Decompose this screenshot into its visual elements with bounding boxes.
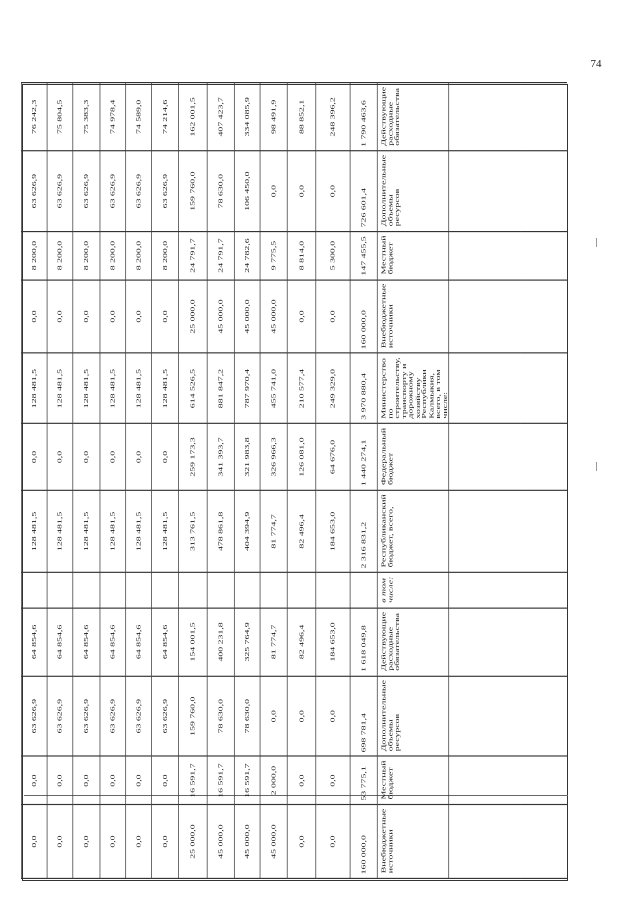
- value-cell: 0,0: [21, 280, 47, 354]
- value-cell: 128 481,5: [100, 490, 126, 572]
- table-row: [151, 83, 178, 879]
- empty-cell: [449, 676, 520, 757]
- value-cell: 0,0: [316, 756, 350, 804]
- value-cell: 0,0: [287, 756, 316, 804]
- value-cell: 25 000,0: [179, 805, 208, 879]
- value-cell: [47, 573, 73, 608]
- row-label-cell: Местный бюджет: [377, 756, 449, 804]
- value-cell: 64 854,6: [100, 608, 126, 676]
- value-cell: 0,0: [21, 756, 47, 804]
- value-cell: 5 300,0: [316, 231, 350, 279]
- value-cell: 154 001,5: [179, 608, 208, 676]
- table-row: [73, 83, 100, 879]
- value-cell: [100, 573, 126, 608]
- value-cell: 0,0: [100, 280, 126, 354]
- total-cell: 3 970 880,4: [350, 353, 377, 423]
- value-cell: 9 775,5: [260, 231, 287, 279]
- value-cell: 75 383,3: [73, 83, 100, 151]
- value-cell: 0,0: [316, 151, 350, 232]
- value-cell: 0,0: [316, 676, 350, 757]
- page-number: 74: [590, 58, 602, 70]
- value-cell: 75 804,5: [47, 83, 73, 151]
- value-cell: 0,0: [126, 424, 152, 490]
- total-cell: 1 618 049,8: [350, 608, 377, 676]
- value-cell: 0,0: [21, 805, 47, 879]
- empty-cell: [449, 490, 520, 572]
- value-cell: [260, 573, 287, 608]
- value-cell: 249 329,0: [316, 353, 350, 423]
- value-cell: [151, 573, 178, 608]
- value-cell: 8 200,0: [126, 231, 152, 279]
- empty-cell: [520, 151, 566, 232]
- value-cell: 400 231,8: [207, 608, 234, 676]
- value-cell: 63 626,9: [151, 151, 178, 232]
- value-cell: 0,0: [47, 280, 73, 354]
- value-cell: 0,0: [47, 424, 73, 490]
- value-cell: 159 760,0: [179, 151, 208, 232]
- value-cell: 45 000,0: [260, 805, 287, 879]
- empty-cell: [449, 573, 520, 608]
- value-cell: 128 481,5: [73, 490, 100, 572]
- value-cell: [126, 573, 152, 608]
- value-cell: 25 000,0: [179, 280, 208, 354]
- value-cell: 478 861,8: [207, 490, 234, 572]
- row-label-cell: Федеральный бюджет: [377, 424, 449, 490]
- table-row: [260, 83, 287, 879]
- value-cell: 0,0: [316, 280, 350, 354]
- value-cell: 24 791,7: [179, 231, 208, 279]
- total-cell: 147 455,5: [350, 231, 377, 279]
- total-cell: 160 000,0: [350, 805, 377, 879]
- empty-cell: [520, 490, 566, 572]
- row-label-cell: Республиканский бюджет, всего,: [377, 490, 449, 572]
- value-cell: 63 626,9: [47, 151, 73, 232]
- value-cell: 162 001,5: [179, 83, 208, 151]
- value-cell: 259 173,3: [179, 424, 208, 490]
- value-cell: 184 653,0: [316, 608, 350, 676]
- value-cell: 128 481,5: [151, 353, 178, 423]
- table-row: [234, 83, 260, 879]
- empty-cell: [449, 424, 520, 490]
- value-cell: 24 791,7: [207, 231, 234, 279]
- value-cell: 0,0: [47, 756, 73, 804]
- value-cell: 8 200,0: [73, 231, 100, 279]
- row-label-cell: Дополнительные объемы ресурсов: [377, 151, 449, 232]
- value-cell: 0,0: [100, 805, 126, 879]
- row-label-cell: Действующие расходные обязательства: [377, 83, 449, 151]
- value-cell: 0,0: [73, 805, 100, 879]
- value-cell: 74 214,6: [151, 83, 178, 151]
- value-cell: 0,0: [73, 756, 100, 804]
- value-cell: 128 481,5: [126, 353, 152, 423]
- value-cell: 404 394,9: [234, 490, 260, 572]
- value-cell: [207, 573, 234, 608]
- value-cell: 98 491,9: [260, 83, 287, 151]
- row-label-cell: Дополнительные объемы ресурсов: [377, 676, 449, 757]
- value-cell: 8 200,0: [47, 231, 73, 279]
- value-cell: 0,0: [151, 424, 178, 490]
- value-cell: 64 854,6: [151, 608, 178, 676]
- value-cell: 614 526,5: [179, 353, 208, 423]
- table-row: [21, 83, 47, 879]
- value-cell: 82 496,4: [287, 490, 316, 572]
- empty-cell: [520, 231, 566, 279]
- value-cell: 8 200,0: [100, 231, 126, 279]
- value-cell: 407 423,7: [207, 83, 234, 151]
- empty-cell: [449, 151, 520, 232]
- value-cell: 63 626,9: [100, 151, 126, 232]
- value-cell: 128 481,5: [47, 490, 73, 572]
- empty-cell: [520, 676, 566, 757]
- value-cell: 128 481,5: [21, 490, 47, 572]
- value-cell: 0,0: [126, 280, 152, 354]
- total-cell: 53 775,1: [350, 756, 377, 804]
- value-cell: 8 814,0: [287, 231, 316, 279]
- value-cell: 128 481,5: [100, 353, 126, 423]
- table-row: [377, 83, 449, 879]
- value-cell: 0,0: [151, 756, 178, 804]
- value-cell: 64 854,6: [21, 608, 47, 676]
- table-row: [126, 83, 152, 879]
- total-cell: [350, 573, 377, 608]
- value-cell: 63 626,9: [126, 151, 152, 232]
- table-row: [520, 83, 566, 879]
- table-row: [100, 83, 126, 879]
- value-cell: 16 591,7: [207, 756, 234, 804]
- empty-cell: [449, 231, 520, 279]
- value-cell: 787 970,4: [234, 353, 260, 423]
- value-cell: 128 481,5: [73, 353, 100, 423]
- value-cell: 0,0: [287, 280, 316, 354]
- value-cell: 16 591,7: [234, 756, 260, 804]
- value-cell: 45 000,0: [207, 280, 234, 354]
- value-cell: 45 000,0: [207, 805, 234, 879]
- empty-cell: [520, 280, 566, 354]
- value-cell: 63 626,9: [126, 676, 152, 757]
- value-cell: 128 481,5: [47, 353, 73, 423]
- table-row: [350, 83, 377, 879]
- value-cell: 0,0: [126, 805, 152, 879]
- value-cell: 78 630,0: [234, 676, 260, 757]
- empty-cell: [520, 756, 566, 804]
- value-cell: 0,0: [260, 151, 287, 232]
- value-cell: 76 242,3: [21, 83, 47, 151]
- value-cell: 45 000,0: [260, 280, 287, 354]
- value-cell: 159 760,0: [179, 676, 208, 757]
- value-cell: 64 854,6: [73, 608, 100, 676]
- total-cell: 698 781,4: [350, 676, 377, 757]
- row-label-cell: Министерство по строительству, транспорту и дорожному хозяйству Республики Калмыкия, всего, в том числе:: [377, 353, 449, 423]
- value-cell: 325 764,9: [234, 608, 260, 676]
- value-cell: 8 200,0: [151, 231, 178, 279]
- row-label-cell: Внебюджетные источники: [377, 280, 449, 354]
- total-cell: 160 000,0: [350, 280, 377, 354]
- value-cell: 0,0: [21, 424, 47, 490]
- empty-cell: [520, 608, 566, 676]
- value-cell: 45 000,0: [234, 280, 260, 354]
- total-cell: 726 601,4: [350, 151, 377, 232]
- value-cell: 313 761,5: [179, 490, 208, 572]
- value-cell: 64 676,0: [316, 424, 350, 490]
- value-cell: [316, 573, 350, 608]
- value-cell: 45 000,0: [234, 805, 260, 879]
- value-cell: 334 085,9: [234, 83, 260, 151]
- table-row: [179, 83, 208, 879]
- value-cell: 341 393,7: [207, 424, 234, 490]
- row-label-cell: Внебюджетные источники: [377, 805, 449, 879]
- table-row: [207, 83, 234, 879]
- row-label-cell: Местный бюджет: [377, 231, 449, 279]
- value-cell: 0,0: [100, 424, 126, 490]
- value-cell: [73, 573, 100, 608]
- value-cell: 321 983,8: [234, 424, 260, 490]
- value-cell: 88 852,1: [287, 83, 316, 151]
- budget-table: [21, 82, 567, 879]
- value-cell: 881 847,2: [207, 353, 234, 423]
- value-cell: 0,0: [47, 805, 73, 879]
- value-cell: 248 396,2: [316, 83, 350, 151]
- row-label-cell: в том числе:: [377, 573, 449, 608]
- row-label-cell: Действующие расходные обязательства: [377, 608, 449, 676]
- table-row: [47, 83, 73, 879]
- value-cell: 63 626,9: [21, 151, 47, 232]
- value-cell: 128 481,5: [151, 490, 178, 572]
- value-cell: 24 782,6: [234, 231, 260, 279]
- value-cell: [234, 573, 260, 608]
- value-cell: 0,0: [316, 805, 350, 879]
- table-row: [449, 83, 520, 879]
- value-cell: 0,0: [260, 676, 287, 757]
- value-cell: 63 626,9: [47, 676, 73, 757]
- value-cell: 78 630,0: [207, 676, 234, 757]
- total-cell: 1 440 274,1: [350, 424, 377, 490]
- value-cell: 2 000,0: [260, 756, 287, 804]
- value-cell: 63 626,9: [73, 151, 100, 232]
- total-cell: 1 790 463,6: [350, 83, 377, 151]
- value-cell: 63 626,9: [151, 676, 178, 757]
- value-cell: 63 626,9: [73, 676, 100, 757]
- value-cell: 0,0: [100, 756, 126, 804]
- value-cell: 64 854,6: [47, 608, 73, 676]
- value-cell: 16 591,7: [179, 756, 208, 804]
- value-cell: 0,0: [151, 805, 178, 879]
- value-cell: 0,0: [73, 424, 100, 490]
- value-cell: [179, 573, 208, 608]
- value-cell: 81 774,7: [260, 490, 287, 572]
- value-cell: 126 081,0: [287, 424, 316, 490]
- value-cell: 74 978,4: [100, 83, 126, 151]
- value-cell: 455 741,0: [260, 353, 287, 423]
- value-cell: 128 481,5: [21, 353, 47, 423]
- empty-cell: [449, 353, 520, 423]
- table-row: [316, 83, 350, 879]
- value-cell: 0,0: [287, 676, 316, 757]
- value-cell: 81 774,7: [260, 608, 287, 676]
- value-cell: 326 966,3: [260, 424, 287, 490]
- value-cell: 74 589,0: [126, 83, 152, 151]
- value-cell: 63 626,9: [100, 676, 126, 757]
- total-cell: 2 316 831,2: [350, 490, 377, 572]
- empty-cell: [520, 424, 566, 490]
- budget-table-region: [21, 82, 567, 879]
- scan-mark: [596, 238, 597, 247]
- empty-cell: [449, 805, 520, 879]
- empty-cell: [449, 756, 520, 804]
- value-cell: 63 626,9: [21, 676, 47, 757]
- value-cell: 184 653,0: [316, 490, 350, 572]
- value-cell: 210 577,4: [287, 353, 316, 423]
- value-cell: 64 854,6: [126, 608, 152, 676]
- value-cell: [21, 573, 47, 608]
- empty-cell: [520, 83, 566, 151]
- table-row: [287, 83, 316, 879]
- scan-mark: [596, 462, 597, 471]
- value-cell: 82 496,4: [287, 608, 316, 676]
- value-cell: 0,0: [287, 151, 316, 232]
- value-cell: 106 450,0: [234, 151, 260, 232]
- value-cell: 78 630,0: [207, 151, 234, 232]
- empty-cell: [449, 280, 520, 354]
- empty-cell: [449, 83, 520, 151]
- value-cell: 0,0: [287, 805, 316, 879]
- empty-cell: [449, 608, 520, 676]
- empty-cell: [520, 805, 566, 879]
- empty-cell: [520, 353, 566, 423]
- value-cell: 8 200,0: [21, 231, 47, 279]
- value-cell: 0,0: [73, 280, 100, 354]
- value-cell: 0,0: [151, 280, 178, 354]
- empty-cell: [520, 573, 566, 608]
- value-cell: 128 481,5: [126, 490, 152, 572]
- value-cell: 0,0: [126, 756, 152, 804]
- value-cell: [287, 573, 316, 608]
